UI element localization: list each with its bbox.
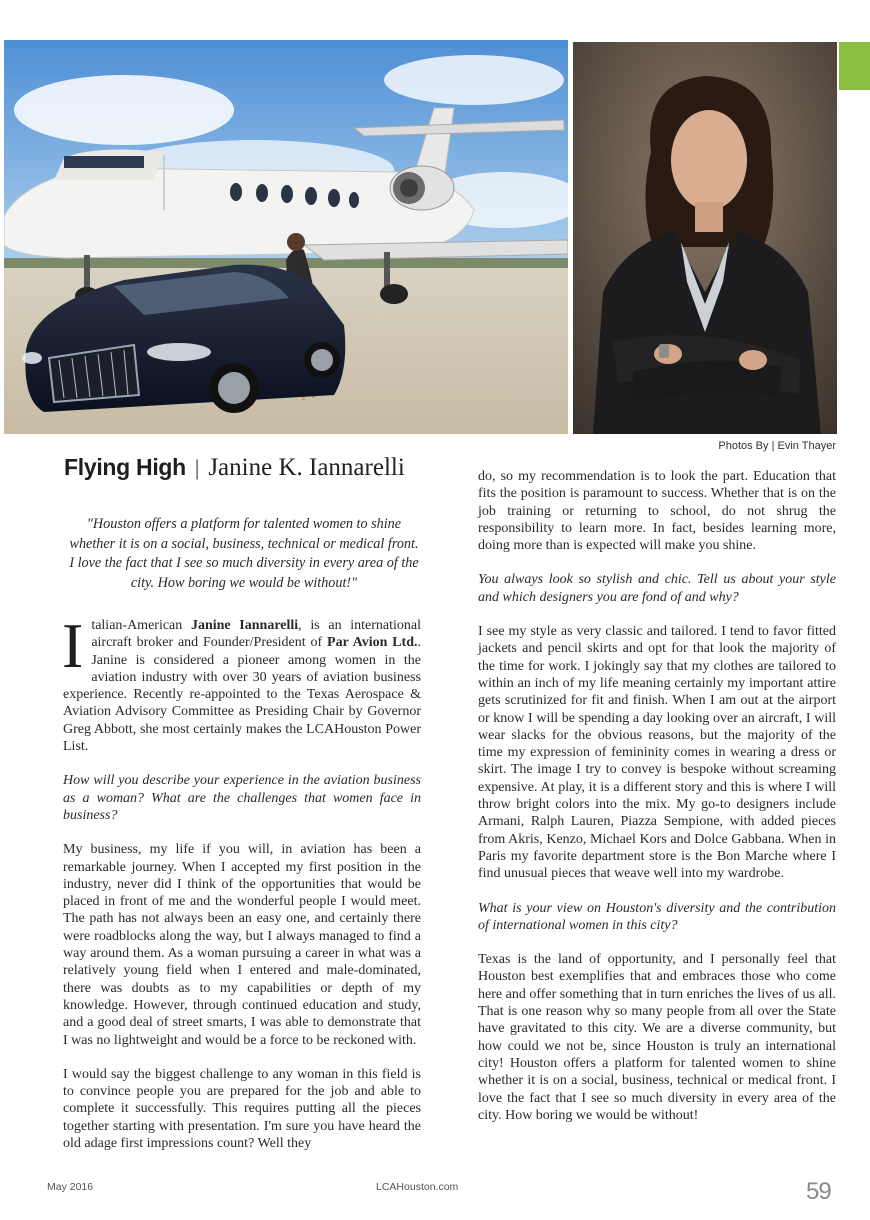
- headline-title: Flying High: [64, 454, 186, 480]
- answer-1-paragraph-1: My business, my life if you will, in aviation has been a remarkable journey. When I accepted my first position in the industry, never did I think of the opportunities that would be placed in front of me and the wonderful people I would meet. The path has not always been an easy one, and certainly there were roadblocks along the way, but I always managed to find a way around them. As a woman pursuing a career in what was a relatively young field when I entered and male-dominated, there was doubts as to my capabilities or depth of my knowledge. However, through continued education and study, and a good deal of street smarts, I was able to demonstrate that I was no lightweight and would be a force to be reckoned with.: [63, 842, 421, 1048]
- article-column-right: [478, 468, 836, 1124]
- headline-separator: |: [194, 455, 200, 480]
- pull-quote: "Houston offers a platform for talented women to shine whether it is on a social, business, technical or medical front. I love the fact that I see so much diversity in every area of the city. How boring we would be without!": [69, 516, 419, 591]
- answer-1-paragraph-2: I would say the biggest challenge to any woman in this field is to convince people you are prepared for the job and able to complete it successfully. This requires putting all the pieces together starting with presentation. I'm sure you have heard the old adage first impressions count? Well they: [63, 1066, 421, 1152]
- photo-jet-and-car: [4, 40, 568, 434]
- portrait-illustration: [573, 42, 837, 434]
- photo-credit: Photos By | Evin Thayer: [718, 440, 836, 452]
- section-color-tab: [839, 42, 870, 90]
- answer-1-continued: do, so my recommendation is to look the part. Education that fits the position is paramount to success. Whether that is on the job training or returning to school, do not shrug the responsibility to learn more. In fact, besides learning more, doing more than is expected will make you shine.: [478, 469, 836, 554]
- photo-credit-name: Evin Thayer: [777, 440, 836, 452]
- question-3: What is your view on Houston's diversity and the contribution of international women in this city?: [478, 900, 836, 933]
- photo-portrait: [573, 42, 837, 434]
- intro-paragraph: Italian-American Janine Iannarelli, is an international aircraft broker and Founder/President of Par Avion Ltd.. Janine is considered a pioneer among women in the aviation industry with over 30 years of aviation business experience. Recently re-appointed to the Texas Aerospace & Aviation Advisory Committee as Presiding Chair by Governor Greg Abbott, she most certainly makes the LCAHouston Power List.: [62, 610, 422, 755]
- article-column-left: [62, 610, 422, 1152]
- answer-2: I see my style as very classic and tailored. I tend to favor fitted jackets and pencil skirts and opt for that look the majority of the time for work. I jokingly say that my clothes are tailored to within an inch of my life meaning certainly my important attire gets scrutinized for fit and finish. When I am out at the airport or know I will be spending a day looking over an aircraft, I will wear slacks for the obvious reasons, but the majority of the time my expression of femininity comes in wearing a dress or skirt. The image I try to convey is bespoke without screaming expensive. At play, it is a different story and this is where I will throw bright colors into the mix. My go-to designers include Armani, Ralph Lauren, Piazza Sempione, with added pieces from Akris, Kenzo, Michael Kors and Dolce Gabbana. When in Paris my favorite department store is the Bon Marche where I find unusual pieces that weave well into my wardrobe.: [478, 624, 836, 882]
- answer-3: Texas is the land of opportunity, and I personally feel that Houston best exemplifies that and embraces those who come here and offer something that in turn enriches the lives of us all. That is one reason why so many people from all over the State have gravitated to this city. We are a diverse community, but how could we not be, since Houston is truly an international city! Houston offers a platform for talented women to shine whether it is on a social, business, technical or medical front. I love the fact that I see so much diversity in every area of the city. How boring we would be without!: [478, 952, 836, 1123]
- photo-credit-label: Photos By: [718, 440, 769, 452]
- question-2: You always look so stylish and chic. Tell us about your style and which designers you are fond of and why?: [478, 572, 836, 605]
- headline-name: Janine K. Iannarelli: [208, 454, 405, 481]
- article-headline: [64, 454, 444, 494]
- page-number: 59: [806, 1178, 831, 1205]
- footer-issue: May 2016: [47, 1181, 94, 1193]
- jet-car-illustration: [4, 40, 568, 434]
- question-1: How will you describe your experience in the aviation business as a woman? What are the challenges that women face in business?: [63, 773, 421, 823]
- drop-cap: I: [62, 610, 84, 681]
- footer-site: LCAHouston.com: [376, 1181, 459, 1193]
